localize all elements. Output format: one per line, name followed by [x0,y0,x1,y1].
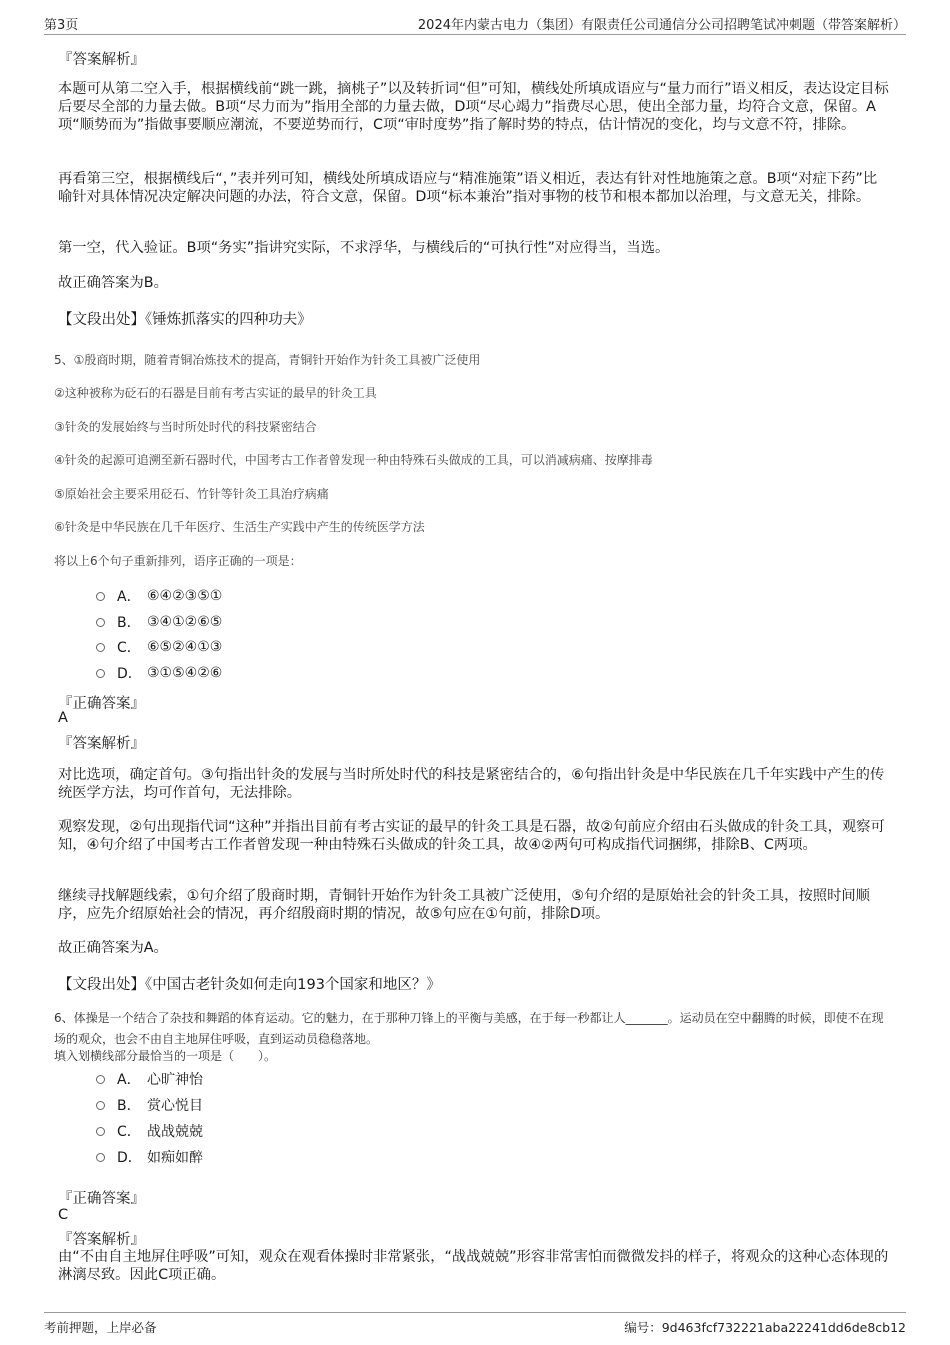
radio-icon[interactable] [96,592,105,601]
q5-sentence-5: ⑤原始社会主要采用砭石、竹针等针灸工具治疗病痛 [54,487,329,501]
radio-icon[interactable] [96,669,105,678]
q5-sentence-2: ②这种被称为砭石的石器是目前有考古实证的最早的针灸工具 [54,386,377,400]
option-text: ⑥⑤②④①③ [147,639,223,655]
q6-option-b[interactable] [96,1095,203,1115]
q6-analysis: 由“不由自主地屏住呼吸”可知，观众在观看体操时非常紧张，“战战兢兢”形容非常害怕而微微发抖的样子，将观众的这种心态体现的淋漓尽致。因此C项正确。 [58,1249,889,1283]
radio-icon[interactable] [96,1127,105,1136]
q4-analysis-paragraph-3: 第一空，代入验证。B项“务实”指讲究实际，不求浮华，与横线后的“可执行性”对应得当，当选。 [58,240,670,256]
q6-analysis-label: 『答案解析』 [58,1232,145,1248]
q5-analysis-paragraph-3: 继续寻找解题线索，①句介绍了殷商时期，青铜针开始作为针灸工具被广泛使用，⑤句介绍的是原始社会的针灸工具，按照时间顺序，应先介绍原始社会的情况，再介绍殷商时期的情况，故⑤句应在①句前，排除D项。 [58,888,870,922]
q5-sentence-6: ⑥针灸是中华民族在几千年医疗、生活生产实践中产生的传统医学方法 [54,520,425,534]
q5-analysis-label: 『答案解析』 [58,736,145,752]
radio-icon[interactable] [96,1101,105,1110]
option-text: 战战兢兢 [147,1124,203,1140]
q4-conclusion: 故正确答案为B。 [58,275,168,291]
q5-answer: A [58,710,68,726]
q4-analysis-paragraph-2: 再看第三空，根据横线后“，”表并列可知，横线处所填成语应与“精准施策”语义相近，表达有针对性地施策之意。B项“对症下药”比喻针对具体情况决定解决问题的办法，符合文意，保留。D项“标本兼治”指对事物的枝节和根本都加以治理，与文意无关，排除。 [58,171,878,205]
option-letter: D． [117,1150,142,1166]
q4-analysis-label: 『答案解析』 [58,52,145,68]
option-letter: B． [117,1098,141,1114]
q4-source: 【文段出处】《锤炼抓落实的四种功夫》 [58,312,312,328]
document-title: 2024年内蒙古电力（集团）有限责任公司通信分公司招聘笔试冲刺题（带答案解析） [417,18,906,33]
q6-answer-label: 『正确答案』 [58,1191,145,1207]
q5-option-a[interactable] [96,586,222,606]
option-text: 如痴如醉 [147,1150,203,1166]
q6-option-a[interactable] [96,1069,203,1089]
q5-analysis-paragraph-2: 观察发现，②句出现指代词“这种”并指出目前有考古实证的最早的针灸工具是石器，故②句前应介绍由石头做成的针灸工具，观察可知，④句介绍了中国考古工作者曾发现一种由特殊石头做成的针灸工具，故④②两句可构成指代词捆绑，排除B、C两项。 [58,819,885,853]
option-letter: C． [117,640,141,656]
q6-option-d[interactable] [96,1147,203,1167]
option-letter: A． [117,589,141,605]
option-letter: B． [117,615,141,631]
option-letter: D． [117,666,142,682]
q6-stem: 6、体操是一个结合了杂技和舞蹈的体育运动。它的魅力，在于那种刀锋上的平衡与美感，在于每一秒都让人_______。运动员在空中翻腾的时候，即使不在现场的观众，也会不由自主地屏住呼吸，直到运动员稳稳落地。 [54,1011,884,1046]
q5-prompt: 将以上6个句子重新排列，语序正确的一项是： [54,554,302,568]
option-text: ⑥④②③⑤① [147,588,223,604]
radio-icon[interactable] [96,1075,105,1084]
q5-sentence-1: 5、①殷商时期，随着青铜冶炼技术的提高，青铜针开始作为针灸工具被广泛使用 [54,353,481,367]
page-header [44,12,906,35]
q6-answer: C [58,1207,69,1223]
page-footer [44,1312,906,1335]
page-number: 第3页 [44,18,79,33]
option-letter: C． [117,1124,141,1140]
document-id: 编号：9d463fcf732221aba22241dd6de8cb12 [624,1320,906,1335]
radio-icon[interactable] [96,618,105,627]
q5-analysis-paragraph-1: 对比选项，确定首句。③句指出针灸的发展与当时所处时代的科技是紧密结合的，⑥句指出针灸是中华民族在几千年实践中产生的传统医学方法，均可作首句，无法排除。 [58,767,885,801]
q5-answer-label: 『正确答案』 [58,696,145,712]
q5-option-b[interactable] [96,612,222,632]
option-letter: A． [117,1072,141,1088]
q5-option-c[interactable] [96,637,222,657]
radio-icon[interactable] [96,1153,105,1162]
q5-sentence-3: ③针灸的发展始终与当时所处时代的科技紧密结合 [54,420,317,434]
footer-slogan: 考前押题，上岸必备 [44,1320,157,1335]
option-text: 赏心悦目 [147,1098,203,1114]
q5-conclusion: 故正确答案为A。 [58,940,168,956]
q5-option-d[interactable] [96,663,222,683]
q6-option-c[interactable] [96,1121,203,1141]
q5-sentence-4: ④针灸的起源可追溯至新石器时代，中国考古工作者曾发现一种由特殊石头做成的工具，可以消减病痛、按摩排毒 [54,453,653,467]
option-text: ③④①②⑥⑤ [147,614,223,630]
radio-icon[interactable] [96,643,105,652]
q4-analysis-paragraph-1: 本题可从第二空入手，根据横线前“跳一跳，摘桃子”以及转折词“但”可知，横线处所填成语应与“量力而行”语义相反，表达设定目标后要尽全部的力量去做。B项“尽力而为”指用全部的力量去做，D项“尽心竭力”指费尽心思，使出全部力量，均符合文意，保留。A项“顺势而为”指做事要顺应潮流，不要逆势而行，C项“审时度势”指了解时势的特点，估计情况的变化，均与文意不符，排除。 [58,81,889,133]
q5-source: 【文段出处】《中国古老针灸如何走向193个国家和地区？》 [58,977,441,993]
option-text: 心旷神怡 [147,1072,203,1088]
q6-prompt: 填入划横线部分最恰当的一项是（ ）。 [54,1049,277,1063]
option-text: ③①⑤④②⑥ [147,665,223,681]
